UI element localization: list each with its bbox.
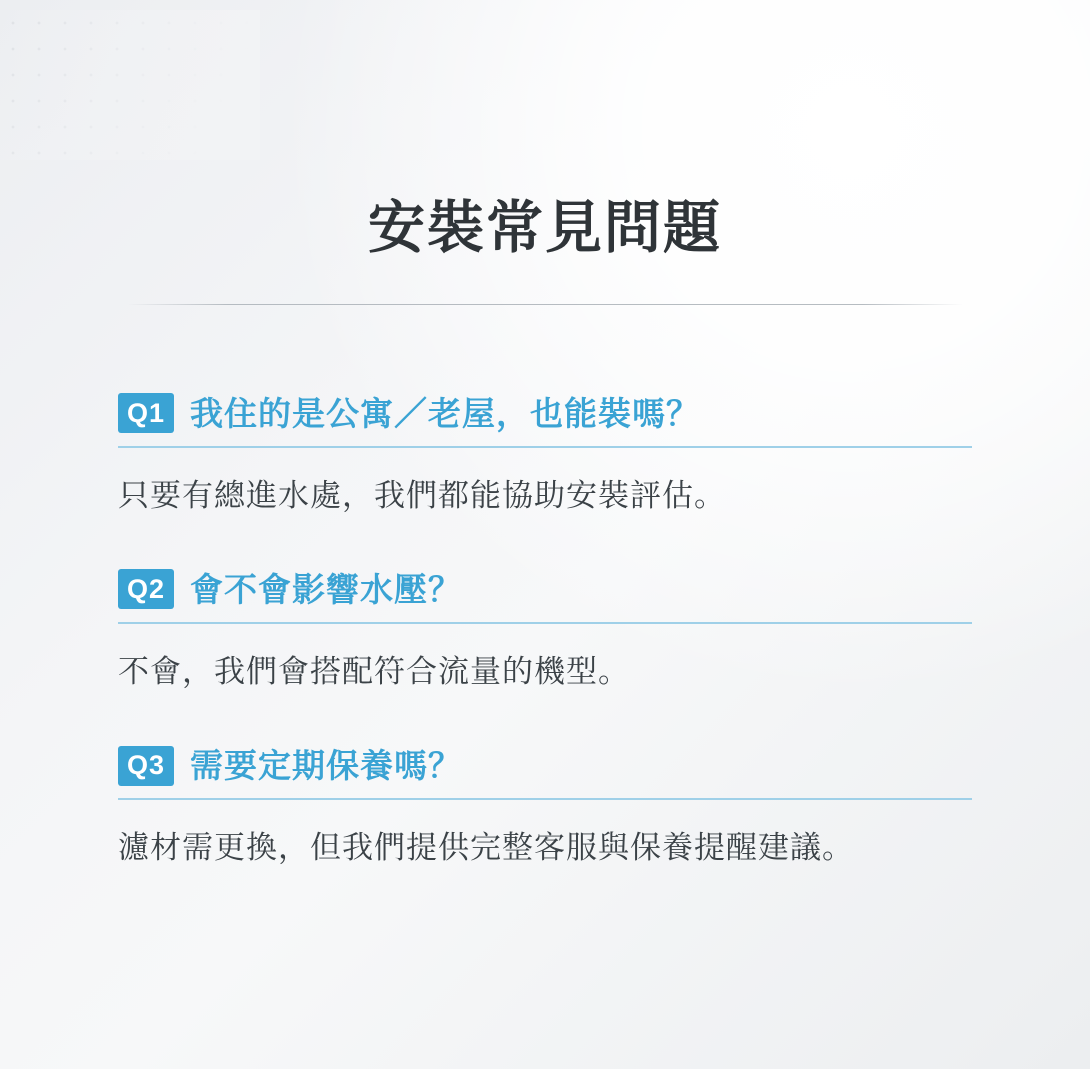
faq-item (118, 745, 972, 871)
faq-question-row (118, 569, 972, 622)
faq-question-text: 需要定期保養嗎？ (190, 746, 462, 784)
page-title: 安裝常見問題 (368, 196, 722, 260)
faq-badge: Q3 (118, 746, 174, 786)
faq-badge: Q2 (118, 569, 174, 609)
faq-item (118, 569, 972, 695)
faq-question-row (118, 745, 972, 798)
faq-question-row (118, 393, 972, 446)
faq-answer-text: 不會，我們會搭配符合流量的機型。 (118, 653, 630, 689)
faq-question-text: 我住的是公寓／老屋，也能裝嗎？ (190, 394, 700, 432)
faq-badge: Q1 (118, 393, 174, 433)
faq-question-text: 會不會影響水壓？ (190, 570, 462, 608)
faq-list (118, 393, 972, 872)
faq-divider (118, 622, 972, 624)
title-divider (127, 304, 963, 305)
faq-answer-text: 濾材需更換，但我們提供完整客服與保養提醒建議。 (118, 830, 854, 866)
faq-divider (118, 446, 972, 448)
faq-divider (118, 798, 972, 800)
faq-item (118, 393, 972, 519)
faq-answer-text: 只要有總進水處，我們都能協助安裝評估。 (118, 477, 726, 513)
